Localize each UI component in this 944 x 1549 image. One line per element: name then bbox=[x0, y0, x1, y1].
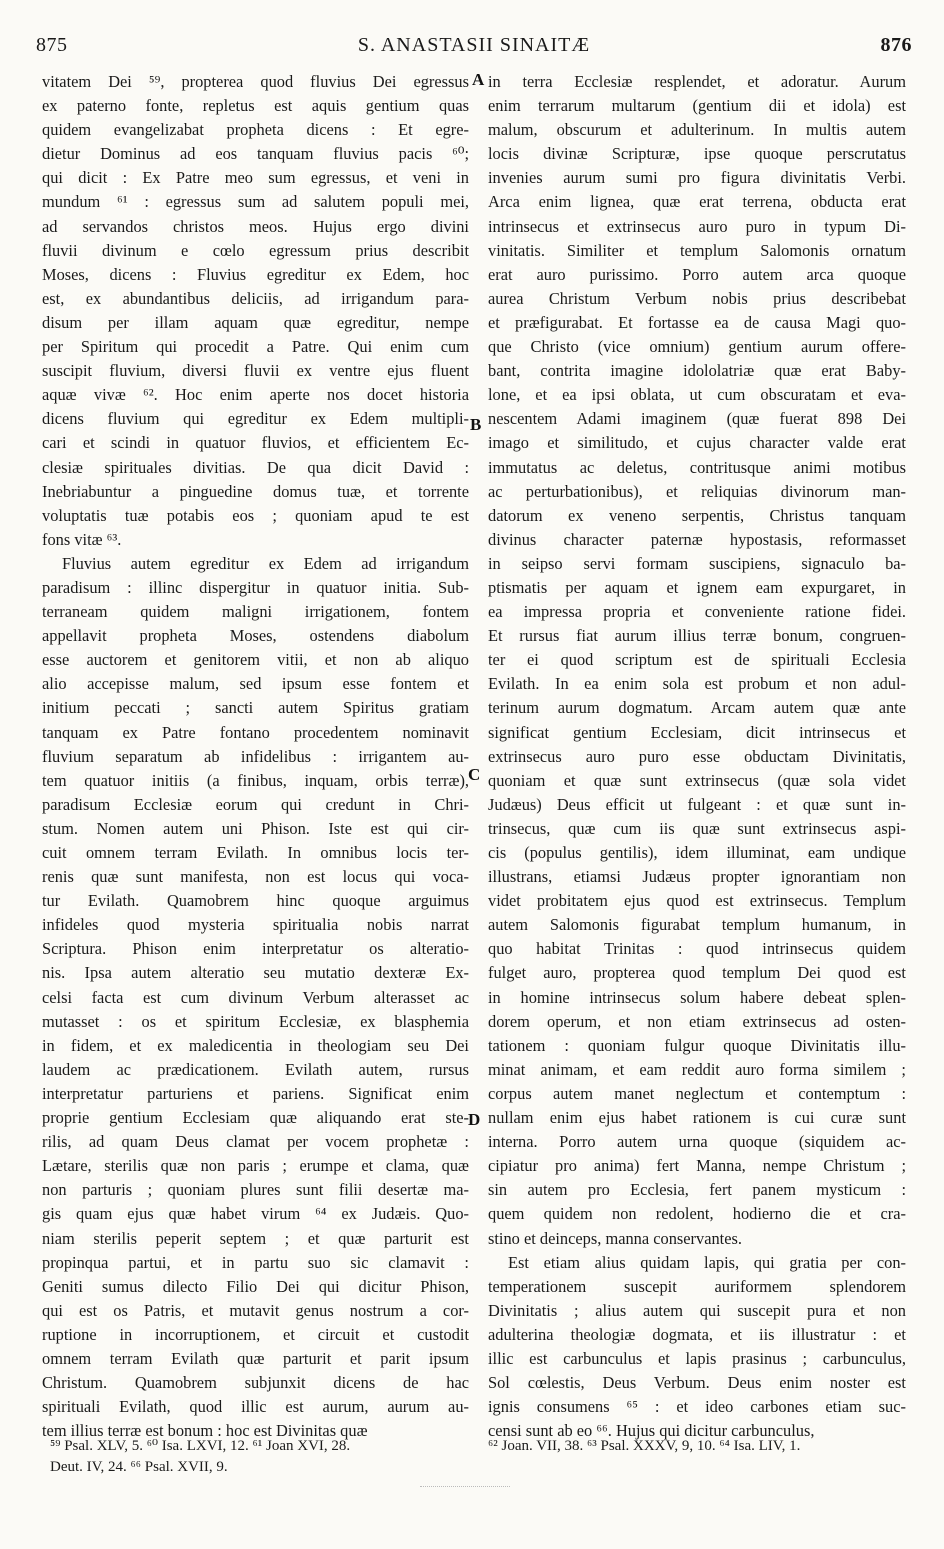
text-line: alio accepisse malum, sed ipsum esse fontem et bbox=[42, 674, 469, 694]
text-line: ac perturbationibus), et reliquias divinorum man- bbox=[488, 481, 906, 501]
text-line: datorum ex veneno serpentis, Christus tanquam bbox=[488, 505, 906, 525]
text-line: Judæus) Deus efficit ut fulgeant : et quæ sunt in- bbox=[488, 794, 906, 814]
page-header bbox=[36, 34, 912, 64]
text-line: quo habitat Trinitas : quod intrinsecus quidem bbox=[488, 939, 906, 959]
footer-rule bbox=[420, 1486, 510, 1488]
text-line: extrinsecus auro puro esse obductam Divinitatis, bbox=[488, 746, 906, 766]
text-line: Arca enim lignea, quæ erat terrena, obducta erat bbox=[488, 192, 906, 212]
text-line: trinsecus, quæ cum iis quæ sunt extrinsecus aspi- bbox=[488, 818, 906, 838]
text-line: temperationem suscepit auriformem splendorem bbox=[488, 1276, 906, 1296]
text-line: stino et deinceps, manna conservantes. bbox=[488, 1228, 742, 1248]
footnotes-right bbox=[488, 1436, 908, 1457]
left-column bbox=[42, 70, 469, 1443]
text-line: nis. Ipsa autem alteratio seu mutatio dexteræ Ex- bbox=[42, 963, 469, 983]
text-line: illic est carbunculus et lapis prasinus ; carbunculus, bbox=[488, 1348, 906, 1368]
text-line: tanquam ex Patre fontano procedentem nominavit bbox=[42, 722, 469, 742]
text-line: Est etiam alius quidam lapis, qui gratia per con- bbox=[508, 1252, 906, 1272]
text-line: videt probitatem ejus quod est extrinsecus. Templum bbox=[488, 891, 906, 911]
text-line: tur Evilath. Quamobrem hinc quoque arguimus bbox=[42, 891, 469, 911]
text-line: dietur Dominus ad eos tanquam fluvius pacis ⁶⁰; bbox=[42, 144, 469, 164]
margin-letter-d: D bbox=[468, 1110, 481, 1129]
text-line: niam sterilis peperit septem ; et quæ parturit est bbox=[42, 1228, 469, 1248]
text-line: est, ex abundantibus deliciis, ad irrigandum para- bbox=[42, 288, 469, 308]
text-line: intrinsecus et extrinsecus auro puro in typum Di- bbox=[488, 216, 906, 236]
text-line: spirituali Evilath, quod illic est aurum, aurum au- bbox=[42, 1397, 469, 1417]
text-line: et præfigurabat. Et fortasse ea de causa Magi quo- bbox=[488, 312, 906, 332]
text-line: Sol cœlestis, Deus Verbum. Deus enim noster est bbox=[488, 1373, 906, 1393]
text-line: cuit omnem terram Evilath. In omnibus locis ter- bbox=[42, 843, 469, 862]
text-line: clesiæ spirituales divitias. De qua dicit David : bbox=[42, 457, 469, 477]
text-line: ex paterno fonte, repletus est aquis gentium quas bbox=[42, 96, 469, 116]
text-line: tationem : quoniam fulgur quoque Divinitatis illu- bbox=[488, 1035, 906, 1055]
text-line: dorem operum, et non etiam extrinsecus ad osten- bbox=[488, 1011, 906, 1031]
text-line: Geniti sumus dilecto Filio Dei qui dicitur Phison, bbox=[42, 1276, 469, 1296]
text-line: paradisum : illinc dispergitur in quatuor initia. Sub- bbox=[42, 577, 469, 597]
text-line: omnem terram Evilath quæ parturit et parit ipsum bbox=[42, 1348, 469, 1368]
text-line: stum. Nomen autem uni Phison. Iste est qui cir- bbox=[42, 818, 469, 838]
text-line: quidem evangelizabat propheta dicens : Et egre- bbox=[42, 120, 469, 140]
text-line: fons vitæ ⁶³. bbox=[42, 529, 122, 549]
text-line: terraneam quidem maligni irrigationem, fontem bbox=[42, 602, 469, 622]
text-line: interna. Porro autem urna quoque (siquidem ac- bbox=[488, 1132, 906, 1152]
margin-letter-b: B bbox=[470, 415, 482, 434]
footnote-line: ⁶² Joan. VII, 38. ⁶³ Psal. XXXV, 9, 10. ⁶⁴ Isa. LIV, 1. bbox=[488, 1438, 801, 1454]
text-line: ruptione in incorruptionem, et circuit et custodit bbox=[42, 1324, 469, 1344]
footnote-line: Deut. IV, 24. ⁶⁶ Psal. XVII, 9. bbox=[50, 1459, 228, 1475]
text-line: divinus character paternæ hypostasis, reformasset bbox=[488, 529, 906, 549]
text-line: terinum aurum dogmatum. Arcam autem quæ ante bbox=[488, 698, 906, 718]
text-line: renis quæ sunt manifesta, non est locus qui voca- bbox=[42, 867, 469, 887]
text-line: adulterina theologiæ dogmata, et iis illustratur : et bbox=[488, 1324, 906, 1344]
text-line: mundum ⁶¹ : egressus sum ad salutem populi mei, bbox=[42, 192, 469, 212]
right-column bbox=[488, 70, 906, 1443]
text-line: Et rursus fiat aurum illius terræ bonum, congruen- bbox=[488, 626, 906, 646]
text-line: vinitatis. Similiter et templum Salomonis ornatum bbox=[488, 240, 906, 260]
text-line: fluvii divinum e cœlo egressum prius describit bbox=[42, 240, 469, 260]
text-line: Divinitatis ; alius autem qui suscepit pura et non bbox=[488, 1300, 906, 1320]
text-line: imago et similitudo, et cujus character valde erat bbox=[488, 433, 906, 453]
text-line: erat auro purissimo. Porro autem arca quoque bbox=[488, 264, 906, 284]
text-line: Scriptura. Phison enim interpretatur os alteratio- bbox=[42, 939, 469, 959]
text-line: Lætare, sterilis quæ non paris ; erumpe et clama, quæ bbox=[42, 1156, 469, 1176]
text-line: ptismatis per aquam et ignem eam expurgaret, in bbox=[488, 577, 906, 597]
text-line: censi sunt ab eo ⁶⁶. Hujus qui dicitur carbunculus, bbox=[488, 1421, 815, 1441]
text-line: celsi facta est cum divinum Verbum alterasset ac bbox=[42, 987, 469, 1007]
text-line: infideles quod mysteria spiritualia nobis narrat bbox=[42, 915, 469, 935]
text-line: cipiatur pro anima) fert Manna, nempe Christum ; bbox=[488, 1156, 906, 1176]
text-line: locis divinæ Scripturæ, ipse quoque perscrutatus bbox=[488, 144, 906, 164]
text-line: non parturis ; quoniam plures sunt filii desertæ ma- bbox=[42, 1180, 469, 1200]
text-line: nullam enim ejus habet rationem is cui curæ sunt bbox=[488, 1108, 906, 1128]
text-line: Inebriabuntur a pinguedine domus tuæ, et torrente bbox=[42, 481, 469, 501]
text-line: aquæ vivæ ⁶². Hoc enim aperte nos docet historia bbox=[42, 385, 469, 405]
text-line: in fidem, et ex maledicentia in theologiam seu Dei bbox=[42, 1035, 469, 1055]
text-line: Christum. Quamobrem subjunxit dicens de hac bbox=[42, 1373, 469, 1393]
text-line: ter ei quod scriptum est de spirituali Ecclesia bbox=[488, 650, 906, 670]
text-line: ignis consumens ⁶⁵ : et ideo carbones etiam suc- bbox=[488, 1397, 906, 1417]
text-line: fluvium separatum ab infidelibus : irrigantem au- bbox=[42, 746, 469, 766]
text-line: quoniam et quæ sunt extrinsecus (quæ sola videt bbox=[488, 770, 906, 790]
text-line: proprie gentium Ecclesiam quæ aliquando erat ste- bbox=[42, 1108, 469, 1128]
text-line: cari et scindi in quatuor fluvios, et efficientem Ec- bbox=[42, 433, 469, 453]
text-line: qui dicit : Ex Patre meo sum egressus, et veni in bbox=[42, 168, 469, 188]
text-line: enim terrarum multarum (gentium dii et idola) est bbox=[488, 96, 906, 116]
text-line: corpus autem manet neglectum et contemptum : bbox=[488, 1083, 906, 1103]
text-line: sin autem pro Ecclesia, fert panem mysticum : bbox=[488, 1180, 906, 1200]
text-line: aurea Christum Verbum nobis prius describebat bbox=[488, 288, 906, 308]
page-number-right: 876 bbox=[880, 34, 912, 56]
text-line: illustrans, etiamsi Judæus propter ignorantiam non bbox=[488, 867, 906, 887]
text-line: immutatus ac deletus, contritusque animi motibus bbox=[488, 457, 906, 477]
text-line: invenies aurum sumi pro figura divinitatis Verbi. bbox=[488, 168, 906, 188]
text-line: tem quatuor initiis (a finibus, inquam, orbis terræ), bbox=[42, 770, 469, 790]
text-line: voluptatis tuæ potabis eos ; quoniam apud te est bbox=[42, 505, 469, 525]
text-line: disum per illam aquam quæ egreditur, nempe bbox=[42, 312, 469, 332]
text-line: in homine intrinsecus solum habere debeat splen- bbox=[488, 987, 906, 1007]
text-line: paradisum Ecclesiæ eorum qui credunt in Chri- bbox=[42, 794, 469, 814]
text-line: tem illius terræ est bonum : hoc est Divinitas quæ bbox=[42, 1421, 368, 1441]
text-line: vitatem Dei ⁵⁹, propterea quod fluvius Dei egressus bbox=[42, 72, 469, 91]
text-line: laudem ac prædicationem. Evilath autem, rursus bbox=[42, 1059, 469, 1079]
text-line: per Spiritum qui procedit a Patre. Qui enim cum bbox=[42, 337, 469, 357]
text-line: nescentem Adami imaginem (quæ fuerat 898 Dei bbox=[488, 409, 906, 429]
margin-letter-c: C bbox=[468, 765, 481, 784]
text-line: qui est os Patris, et mutavit genus nostrum a cor- bbox=[42, 1300, 469, 1320]
text-line: lone, et ea ipsi oblata, ut cum obscuratam et eva- bbox=[488, 385, 906, 405]
text-line: que Christo (vice omnium) gentium aurum offere- bbox=[488, 337, 906, 357]
footnote-line: ⁵⁹ Psal. XLV, 5. ⁶⁰ Isa. LXVI, 12. ⁶¹ Joan XVI, 28. bbox=[50, 1438, 351, 1454]
text-line: rilis, ad quam Deus clamat per vocem prophetæ : bbox=[42, 1132, 469, 1152]
footnotes-left bbox=[50, 1436, 475, 1478]
text-line: propinqua partui, et in partu suo sic clamavit : bbox=[42, 1252, 469, 1272]
text-line: cis (populus gentilis), idem illuminat, eam undique bbox=[488, 843, 906, 862]
text-line: interpretatur parturiens et pariens. Significat enim bbox=[42, 1083, 469, 1103]
text-line: Evilath. In ea enim sola est probum et non adul- bbox=[488, 674, 906, 694]
text-line: gis quam ejus quæ habet virum ⁶⁴ ex Judæis. Quo- bbox=[42, 1204, 469, 1224]
text-line: Moses, dicens : Fluvius egreditur ex Edem, hoc bbox=[42, 264, 469, 284]
text-line: in terra Ecclesiæ resplendet, et adoratur. Aurum bbox=[488, 72, 906, 91]
text-line: quem quidem non redolent, hodierno die et cra- bbox=[488, 1204, 906, 1224]
text-line: appellavit propheta Moses, ostendens diabolum bbox=[42, 626, 469, 646]
text-line: ad servandos christos meos. Hujus ergo divini bbox=[42, 216, 469, 236]
text-line: malum, obscurum et adulterinum. In multis autem bbox=[488, 120, 906, 140]
text-line: minat animam, et eam reddit auro forma similem ; bbox=[488, 1059, 906, 1079]
text-line: dicens fluvium qui egreditur ex Edem multipli- bbox=[42, 409, 469, 429]
text-line: Fluvius autem egreditur ex Edem ad irrigandum bbox=[62, 553, 469, 573]
text-line: autem Salomonis figurabat templum humanum, in bbox=[488, 915, 906, 935]
text-line: mutasset : os et spiritum Ecclesiæ, ex blasphemia bbox=[42, 1011, 469, 1031]
text-line: suscipit fluvium, diversi fluvii ex ventre ejus fluent bbox=[42, 361, 469, 381]
running-title: S. ANASTASII SINAITÆ bbox=[357, 34, 591, 56]
text-line: esse auctorem et genitorem vitii, et non ab aliquo bbox=[42, 650, 469, 670]
text-line: in seipso servi formam suscipiens, signaculo ba- bbox=[488, 553, 906, 573]
text-line: fulget auro, propterea quod templum Dei quod est bbox=[488, 963, 906, 983]
margin-letter-a: A bbox=[472, 70, 485, 89]
page-number-left: 875 bbox=[36, 34, 68, 56]
text-line: initium peccati ; sancti autem Spiritus gratiam bbox=[42, 698, 469, 718]
text-line: ea impressa propria et conveniente ratione fidei. bbox=[488, 602, 906, 622]
text-line: bant, contrita imagine idololatriæ quæ erat Baby- bbox=[488, 361, 906, 381]
text-line: significat gentium Ecclesiam, dicit intrinsecus et bbox=[488, 722, 906, 742]
